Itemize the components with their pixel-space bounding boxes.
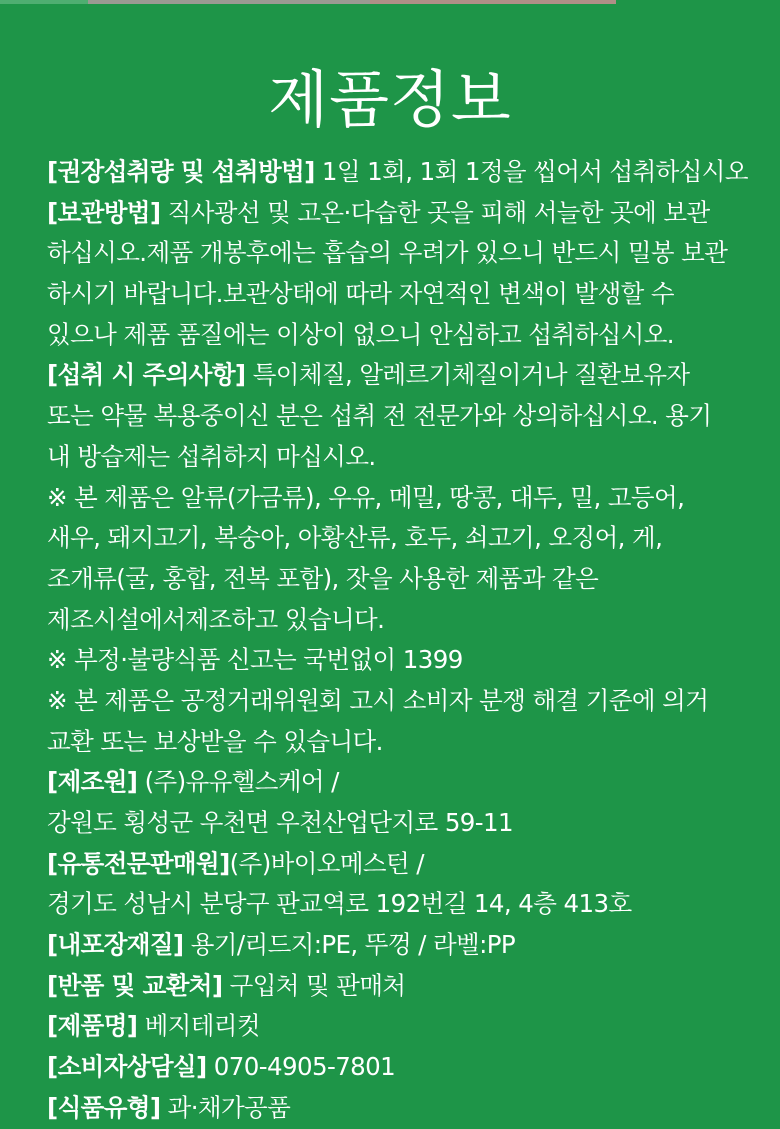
info-text: (주)바이오메스턴 / (229, 848, 424, 878)
info-text: ※ 본 제품은 알류(가금류), 우유, 메밀, 땅콩, 대두, 밀, 고등어, (47, 482, 685, 512)
info-line (47, 437, 772, 478)
info-text: 내 방습제는 섭취하지 마십시오. (47, 441, 376, 471)
info-label: [섭취 시 주의사항] (47, 360, 246, 390)
info-text: ※ 본 제품은 공정거래위원회 고시 소비자 분쟁 해결 기준에 의거 (47, 685, 709, 715)
info-text: 강원도 횡성군 우천면 우천산업단지로 59-11 (47, 808, 514, 837)
info-text: 과·채가공품 (160, 1092, 291, 1122)
info-line (47, 1047, 772, 1088)
info-line (47, 518, 772, 559)
info-text: 070-4905-7801 (206, 1052, 396, 1082)
info-label: [권장섭취량 및 섭취방법] (47, 157, 315, 186)
info-line (47, 152, 772, 193)
info-text: 특이체질, 알레르기체질이거나 질환보유자 (245, 360, 690, 390)
top-image-edge-right (370, 0, 616, 4)
info-line (47, 722, 772, 763)
info-text: 베지테리컷 (137, 1011, 260, 1041)
info-line (47, 1006, 772, 1047)
info-line (47, 193, 772, 234)
info-line (47, 478, 772, 519)
info-label: [제조원] (47, 767, 138, 797)
info-label: [소비자상담실] (47, 1052, 207, 1082)
info-text: 구입처 및 판매처 (222, 970, 406, 1000)
top-image-edge (0, 0, 780, 4)
info-label: [유통전문판매원] (47, 848, 230, 878)
info-label: [보관방법] (47, 197, 161, 227)
info-line (47, 640, 772, 681)
top-image-edge-middle (88, 0, 370, 4)
info-line (47, 681, 772, 722)
info-line (47, 844, 772, 885)
page-title: 제품정보 (268, 63, 512, 136)
info-line (47, 966, 772, 1007)
info-line (47, 274, 772, 315)
info-line (47, 925, 772, 966)
info-label: [반품 및 교환처] (47, 970, 223, 1000)
info-label: [식품유형] (47, 1092, 161, 1122)
info-text: 하시기 바랍니다.보관상태에 따라 자연적인 변색이 발생할 수 (47, 279, 674, 309)
info-text: 조개류(굴, 홍합, 전복 포함), 잣을 사용한 제품과 같은 (47, 563, 599, 593)
info-text: 1일 1회, 1회 1정을 씹어서 섭취하십시오 (314, 157, 748, 186)
info-text: 또는 약물 복용중이신 분은 섭취 전 전문가와 상의하십시오. 용기 (47, 401, 712, 431)
info-text: (주)유유헬스케어 / (137, 767, 339, 797)
info-line (47, 315, 772, 356)
info-text: 교환 또는 보상받을 수 있습니다. (47, 726, 383, 756)
info-text: 용기/리드지:PE, 뚜껑 / 라벨:PP (183, 930, 516, 960)
info-text: 직사광선 및 고온·다습한 곳을 피해 서늘한 곳에 보관 (160, 197, 710, 227)
info-text: 있으나 제품 품질에는 이상이 없으니 안심하고 섭취하십시오. (47, 319, 674, 349)
info-line (47, 396, 772, 437)
info-label: [제품명] (47, 1011, 138, 1041)
info-text: ※ 부정·불량식품 신고는 국번없이 1399 (47, 645, 463, 675)
info-text: 새우, 돼지고기, 복숭아, 아황산류, 호두, 쇠고기, 오징어, 게, (47, 523, 663, 553)
info-text: 경기도 성남시 분당구 판교역로 192번길 14, 4층 413호 (47, 889, 632, 919)
info-text: 제조시설에서제조하고 있습니다. (47, 604, 385, 634)
info-line (47, 559, 772, 600)
info-line (47, 1088, 772, 1129)
top-image-edge-left (0, 0, 88, 4)
product-info-list (47, 152, 772, 1129)
info-line (47, 762, 772, 803)
info-text: 하십시오.제품 개봉후에는 흡습의 우려가 있으니 반드시 밀봉 보관 (47, 238, 728, 268)
info-line (47, 355, 772, 396)
info-line (47, 803, 772, 844)
info-line (47, 600, 772, 641)
info-label: [내포장재질] (47, 930, 184, 960)
info-line (47, 884, 772, 925)
info-line (47, 233, 772, 274)
